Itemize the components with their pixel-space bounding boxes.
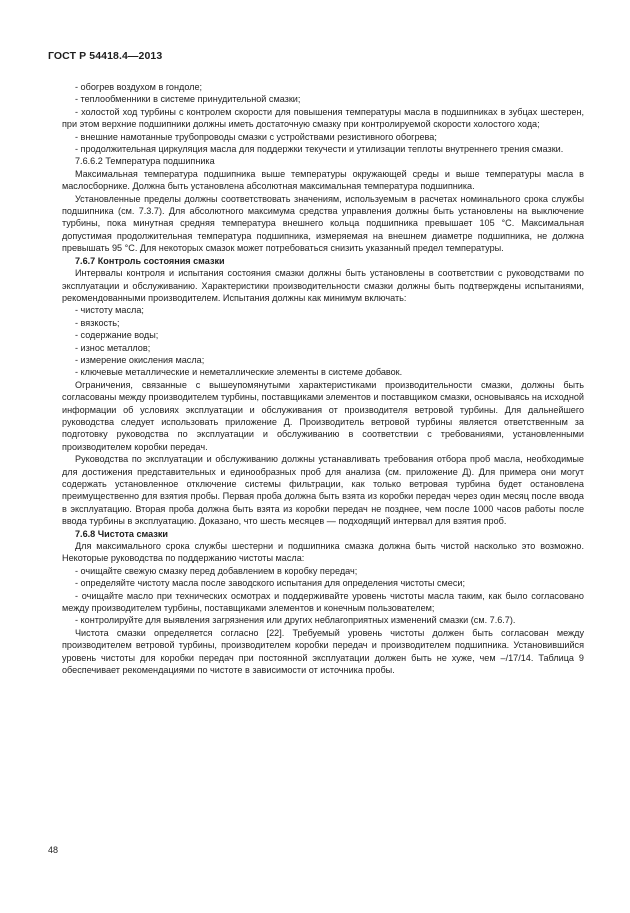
- body-paragraph: Ограничения, связанные с вышеупомянутыми характеристиками производительности смазки, должны быть согласованы между производителем турбины, поставщиками элементов и поставщиком смазки, основываясь на исходной информации об условиях эксплуатации и обслуживания от производителя ветровой турбины. Для дальнейшего руководства следует использовать приложение Д. Производитель ветровой турбины является ответственным за подготовку руководства по эксплуатации и обслуживанию в соответствии с требованиями, установленными производителем коробки передач.: [62, 379, 584, 452]
- body-paragraph: - вязкость;: [75, 317, 120, 328]
- body-paragraph: Интервалы контроля и испытания состояния смазки должны быть установлены в соответствии с руководствами по эксплуатации и обслуживанию. Характеристики производительности смазки должны быть подтверждены испытаниями, рекомендованными производителем. Испытания должны как минимум включать:: [62, 268, 584, 303]
- body-paragraph: 7.6.6.2 Температура подшипника: [75, 156, 215, 167]
- body-paragraph: Максимальная температура подшипника выше температуры окружающей среды и выше температуры масла в маслосборнике. Должна быть установлена абсолютная максимальная температура подшипника.: [62, 168, 584, 192]
- body-paragraph: - внешние намотанные трубопроводы смазки с устройствами резистивного обогрева;: [75, 131, 437, 142]
- document-body: [62, 81, 584, 677]
- body-paragraph: - измерение окисления масла;: [75, 354, 205, 365]
- body-paragraph: - продолжительная циркуляция масла для поддержки текучести и утилизации теплоты внутреннего трения смазки.: [75, 144, 564, 155]
- body-paragraph: - теплообменники в системе принудительной смазки;: [75, 94, 301, 105]
- body-paragraph: - очищайте свежую смазку перед добавлением в коробку передач;: [75, 565, 358, 576]
- body-paragraph: - ключевые металлические и неметаллические элементы в системе добавок.: [75, 367, 403, 378]
- body-paragraph: - контролируйте для выявления загрязнения или других неблагоприятных изменений смазки (см. 7.6.7).: [75, 615, 516, 626]
- body-paragraph: - определяйте чистоту масла после заводского испытания для определения чистоты смеси;: [75, 578, 465, 589]
- body-paragraph: - холостой ход турбины с контролем скорости для повышения температуры масла в подшипниках в зубцах шестерен, при этом верхние подшипники должны иметь достаточную смазку при контролируемой скорости холостого хода;: [62, 106, 584, 130]
- body-paragraph: Для максимального срока службы шестерни и подшипника смазка должна быть чистой насколько это возможно. Некоторые руководства по поддержанию чистоты масла:: [62, 541, 584, 564]
- body-paragraph: - чистоту масла;: [75, 305, 144, 316]
- body-paragraph: - обогрев воздухом в гондоле;: [75, 82, 203, 92]
- body-paragraph: Руководства по эксплуатации и обслуживанию должны устанавливать требования отбора проб масла, необходимые для достижения представительных и единообразных проб для анализа (см. приложение Д). Для примера они могут содержать установленное отключение системы фильтрации, как только ветровая турбина будет остановлена преимущественно для взятия пробы. Первая проба должна быть взята из коробки передач через один месяц после ввода в эксплуатацию. Вторая проба должна быть взята из коробки передач не позднее, чем после 1000 часов работы после ввода турбины в эксплуатацию. Доказано, что шесть месяцев — подходящий интервал для взятия проб.: [62, 454, 584, 527]
- section-heading: 7.6.8 Чистота смазки: [75, 528, 168, 539]
- body-paragraph: - износ металлов;: [75, 342, 151, 353]
- body-paragraph: - очищайте масло при технических осмотрах и поддерживайте уровень чистоты масла таким, как было согласовано между производителем турбины, поставщиками элементов и конечным пользователем;: [62, 590, 584, 614]
- body-paragraph: - содержание воды;: [75, 330, 159, 341]
- document-code-header: ГОСТ Р 54418.4—2013: [48, 50, 163, 62]
- body-paragraph: Установленные пределы должны соответствовать значениям, используемым в расчетах номинального срока службы подшипника (см. 7.3.7). Для абсолютного максимума средства управления должны быть установлены на выключение турбины, пока минутная средняя температура внешнего кольца подшипника превышает 105 °С. Максимальная допустимая продолжительная температура подшипника, измеряемая на внешнем диаметре подшипника, не должна превышать 95 °С. Для некоторых смазок может потребоваться снизить указанный предел температуры.: [62, 193, 584, 254]
- body-paragraph: Чистота смазки определяется согласно [22]. Требуемый уровень чистоты должен быть согласован между производителем ветровой турбины, производителем коробки передач и производителем подшипника. Установившийся уровень чистоты для коробки передач при постоянной эксплуатации должен быть не хуже, чем –/17/14. Таблица 9 обеспечивает рекомендациями по чистоте в зависимости от источника пробы.: [62, 627, 584, 676]
- section-heading: 7.6.7 Контроль состояния смазки: [75, 255, 225, 266]
- page-number: 48: [48, 845, 59, 855]
